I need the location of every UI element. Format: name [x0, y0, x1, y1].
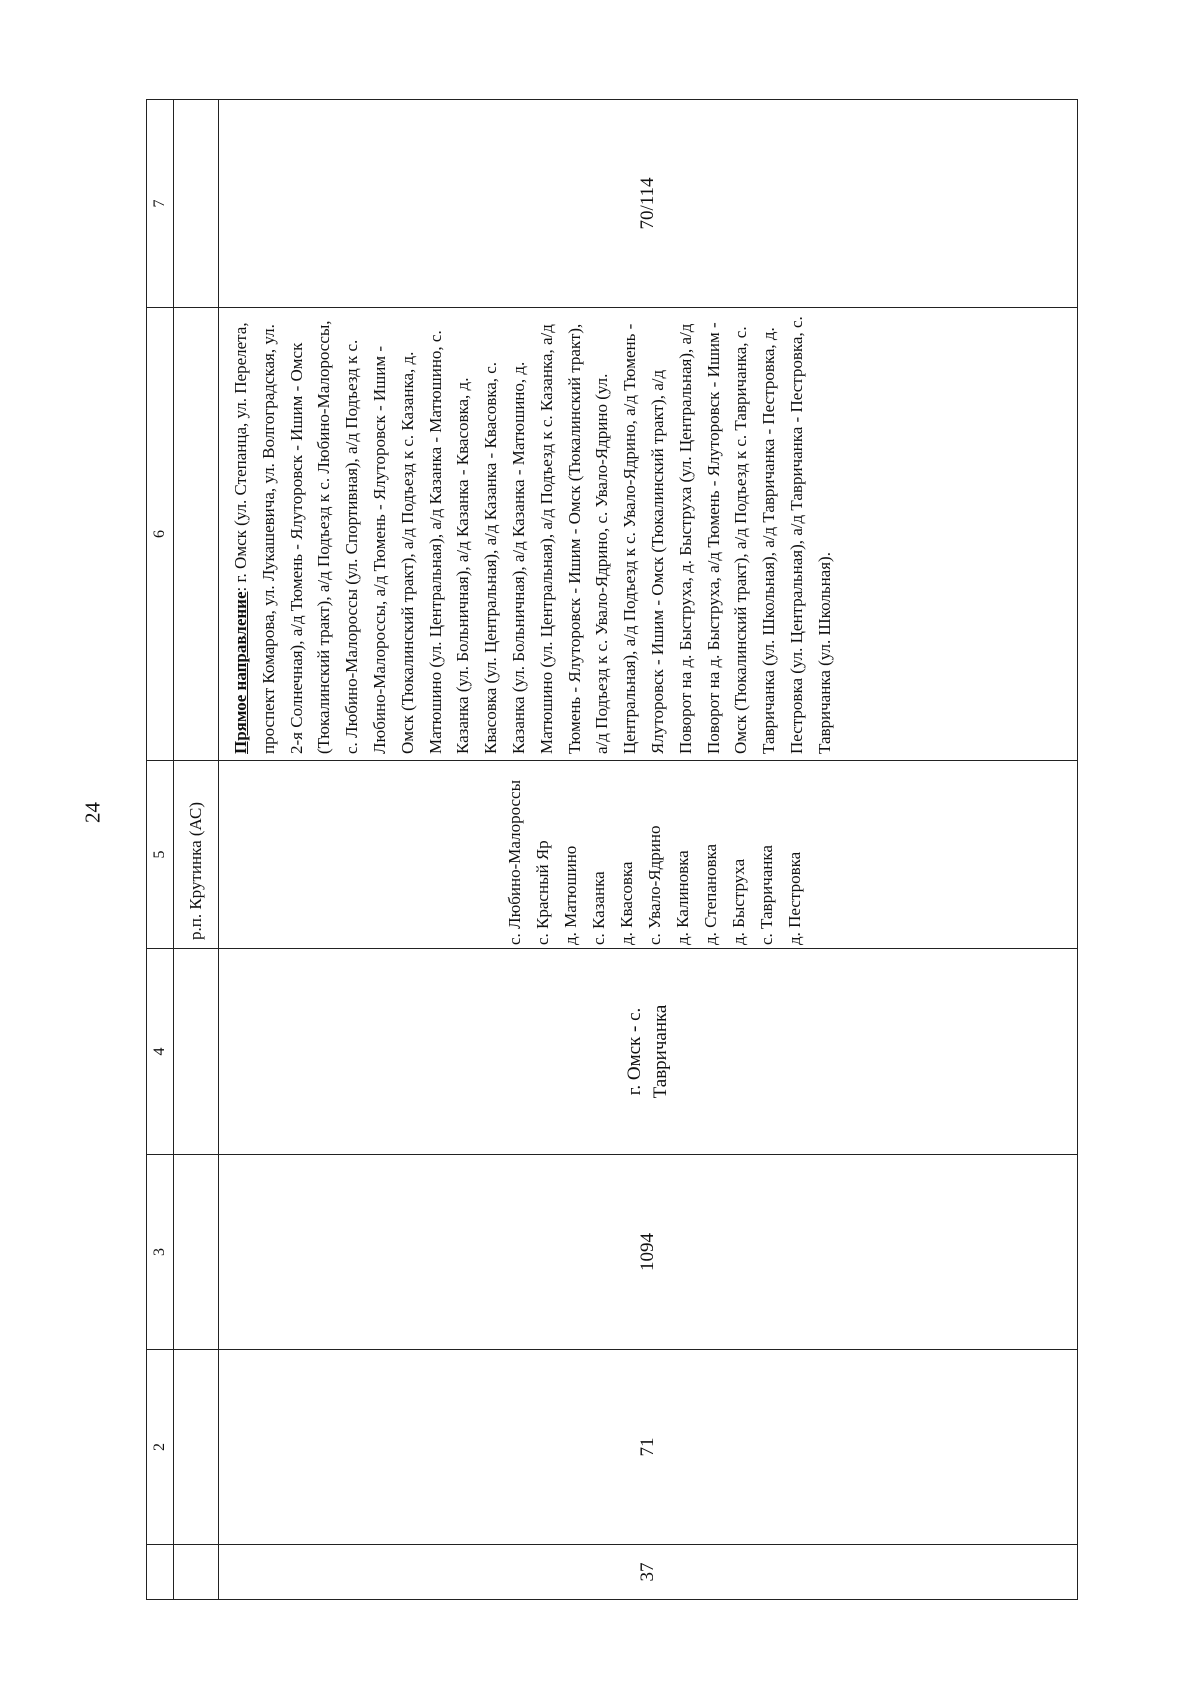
route-description — [219, 308, 1078, 761]
route-direction-label: Прямое направление — [231, 591, 250, 754]
header-cell-7: 7 — [147, 100, 174, 308]
registry-number — [219, 1155, 1078, 1350]
table-row — [219, 100, 1078, 1600]
column-number-row — [147, 100, 174, 1600]
registry-number-text: 1094 — [637, 1233, 658, 1271]
rotated-table-container — [146, 100, 1078, 1600]
header-cell-1 — [147, 1545, 174, 1600]
route-number — [219, 1545, 1078, 1600]
list-item: д. Калиновка — [673, 850, 692, 945]
header-cell-5: 5 — [147, 761, 174, 949]
header-cell-2: 2 — [147, 1350, 174, 1545]
route-name-line-1: г. Омск - с. — [624, 1007, 645, 1096]
subheader-cell-7 — [174, 100, 219, 308]
subheader-row — [174, 100, 219, 1600]
header-cell-3: 3 — [147, 1155, 174, 1350]
subheader-cell-4 — [174, 949, 219, 1155]
route-path-text: : г. Омск (ул. Степанца, ул. Перелета, проспект Комарова, ул. Лукашевича, ул. Волгоградская, ул. 2-я Солнечная), а/д Тюмень - Ялуторовск - Ишим - Омск (Тюкалинский тракт), а/д Подъезд к с. Любино-Малороссы, с. Любино-Малороссы (ул. Спортивная), а/д Подъезд к с. Любино-Малороссы, а/д Тюмень - Ялуторовск - Ишим - Омск (Тюкалинский тракт), а/д Подъезд к с. Казанка, д. Матюшино (ул. Центральная), а/д Казанка - Матюшино, с. Казанка (ул. Больничная), а/д Казанка - Квасовка, д. Квасовка (ул. Центральная), а/д Казанка - Квасовка, с. Казанка (ул. Больничная), а/д Казанка - Матюшино, д. Матюшино (ул. Центральная), а/д Подъезд к с. Казанка, а/д Тюмень - Ялуторовск - Ишим - Омск (Тюкалинский тракт), а/д Подъезд к с. Увало-Ядрино, с. Увало-Ядрино (ул. Центральная), а/д Подъезд к с. Увало-Ядрино, а/д Тюмень - Ялуторовск - Ишим - Омск (Тюкалинский тракт), а/д Поворот на д. Быструха, д. Быструха (ул. Центральная), а/д Поворот на д. Быструха, а/д Тюмень - Ялуторовск - Ишим - Омск (Тюкалинский тракт), а/д Подъезд к с. Тавричанка, с. Тавричанка (ул. Школьная), а/д Тавричанка - Пестровка, д. Пестровка (ул. Центральная), а/д Тавричанка - Пестровка, с. Тавричанка (ул. Школьная). — [231, 316, 834, 754]
route-length-text: 70/114 — [637, 177, 658, 230]
list-item: д. Степановка — [701, 843, 720, 945]
list-item: с. Любино-Малороссы — [505, 779, 524, 945]
departure-station: р.п. Крутинка (АС) — [174, 761, 219, 949]
list-item: д. Квасовка — [617, 861, 636, 945]
list-item: д. Матюшино — [561, 845, 580, 945]
route-code-text: 71 — [637, 1437, 658, 1457]
header-cell-4: 4 — [147, 949, 174, 1155]
header-cell-6: 6 — [147, 308, 174, 761]
subheader-cell-6 — [174, 308, 219, 761]
route-name — [219, 949, 1078, 1155]
subheader-cell-1 — [174, 1545, 219, 1600]
list-item: с. Тавричанка — [757, 845, 776, 945]
stops-cell — [219, 761, 1078, 949]
route-number-text: 37 — [637, 1562, 658, 1582]
route-length — [219, 100, 1078, 308]
list-item: с. Увало-Ядрино — [645, 825, 664, 945]
route-code — [219, 1350, 1078, 1545]
list-item: д. Пестровка — [785, 851, 804, 945]
subheader-cell-3 — [174, 1155, 219, 1350]
list-item: д. Быструха — [729, 858, 748, 945]
route-table — [146, 99, 1078, 1600]
route-name-line-2: Тавричанка — [650, 1004, 671, 1099]
subheader-cell-2 — [174, 1350, 219, 1545]
page-number: 24 — [80, 802, 105, 823]
list-item: с. Красный Яр — [533, 840, 552, 945]
stops-list — [501, 761, 809, 948]
list-item: с. Казанка — [589, 871, 608, 945]
